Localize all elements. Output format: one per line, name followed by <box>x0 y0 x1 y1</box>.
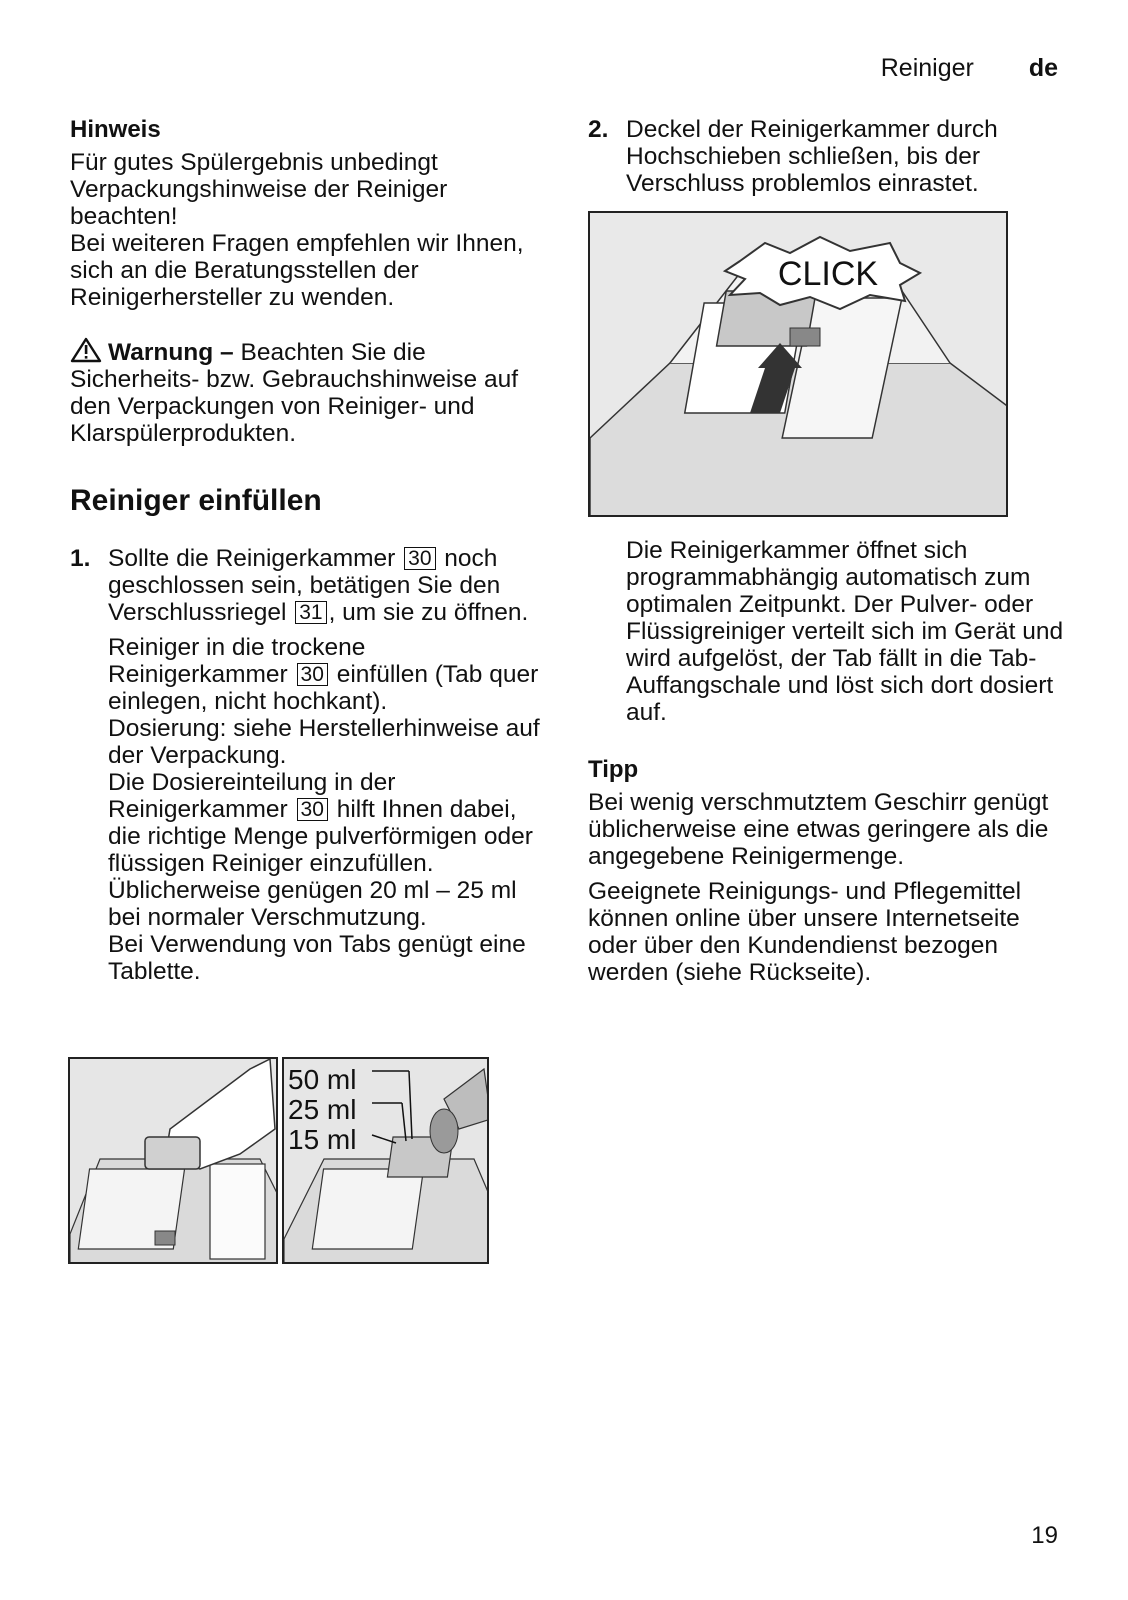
figure-dose-scale <box>282 1057 489 1264</box>
figure-insert-tab <box>68 1057 278 1264</box>
step-2-after: Die Reinigerkammer öffnet sich programmabhängig automatisch zum optimalen Zeitpunkt. Der Pulver- oder Flüssigreiniger verteilt sich im Gerät und wird aufgelöst, der Tab fällt in die Tab-Auffangschale und löst sich dort dosiert auf. <box>626 537 1064 726</box>
step-1-scale-b: hilft Ihnen dabei, die richtige Menge pulverförmigen oder flüssigen Reiniger einzufüllen. <box>108 796 533 877</box>
step-1-fill-a: Reiniger in die trockene Reinigerkammer <box>108 634 366 688</box>
hint-text-1: Für gutes Spülergebnis unbedingt Verpackungshinweise der Reiniger beachten! <box>70 149 448 230</box>
step-1-tabs: Bei Verwendung von Tabs genügt eine Tablette. <box>108 931 526 985</box>
warning-paragraph <box>70 337 540 447</box>
ref-badge-30: 30 <box>297 798 328 821</box>
tip-text-1: Bei wenig verschmutztem Geschirr genügt üblicherweise eine etwas geringere als die angegebene Reinigermenge. <box>588 789 1049 870</box>
tip-title: Tipp <box>588 756 639 783</box>
step-1-text <box>108 545 540 626</box>
hint-title: Hinweis <box>70 116 161 143</box>
step-1-number: 1. <box>70 545 91 572</box>
warning-text: Beachten Sie die Sicherheits- bzw. Gebrauchshinweise auf den Verpackungen von Reiniger- und Klarspülerprodukten. <box>70 339 519 447</box>
step-2 <box>588 116 1068 197</box>
step-1-text-c: , um sie zu öffnen. <box>328 599 529 626</box>
right-column <box>588 116 1068 986</box>
step-2-text: Deckel der Reinigerkammer durch Hochschieben schließen, bis der Verschluss problemlos einrastet. <box>626 116 998 197</box>
ref-badge-30: 30 <box>297 663 328 686</box>
click-label: CLICK <box>777 255 879 293</box>
warning-label: Warnung – <box>108 339 234 366</box>
step-2-number: 2. <box>588 116 609 143</box>
figure-spacer <box>588 197 1068 537</box>
hint-text-2: Bei weiteren Fragen empfehlen wir Ihnen, sich an die Beratungsstellen der Reinigerhersteller zu wenden. <box>70 230 524 311</box>
step-1-text-b: noch geschlossen sein, betätigen Sie den Verschlussriegel <box>108 545 501 626</box>
step-1-text-a: Sollte die Reinigerkammer <box>108 545 396 572</box>
page-number: 19 <box>1031 1522 1058 1549</box>
warning-triangle-icon <box>70 337 102 363</box>
step-1-fill-b: einfüllen (Tab quer einlegen, nicht hochkant). <box>108 661 539 715</box>
step-1 <box>70 545 540 985</box>
dose-label-50: 50 ml <box>288 1064 357 1095</box>
left-column <box>70 116 540 985</box>
step-1-scale <box>108 769 540 877</box>
step-1-usual: Üblicherweise genügen 20 ml – 25 ml bei normaler Verschmutzung. <box>108 877 517 931</box>
step-1-fill <box>108 634 540 715</box>
ref-badge-31: 31 <box>295 601 326 624</box>
page-header <box>881 54 1058 83</box>
header-language: de <box>1028 54 1058 82</box>
ref-badge-30: 30 <box>404 547 435 570</box>
dose-label-15: 15 ml <box>288 1124 357 1155</box>
step-1-scale-a: Die Dosiereinteilung in der Reinigerkammer <box>108 769 396 823</box>
step-1-dosage: Dosierung: siehe Herstellerhinweise auf der Verpackung. <box>108 715 540 769</box>
header-section: Reiniger <box>880 54 974 82</box>
tip-text-2: Geeignete Reinigungs- und Pflegemittel können online über unsere Internetseite oder über den Kundendienst bezogen werden (siehe Rückseite). <box>588 878 1022 986</box>
section-title: Reiniger einfüllen <box>70 484 322 517</box>
dose-label-25: 25 ml <box>288 1094 357 1125</box>
